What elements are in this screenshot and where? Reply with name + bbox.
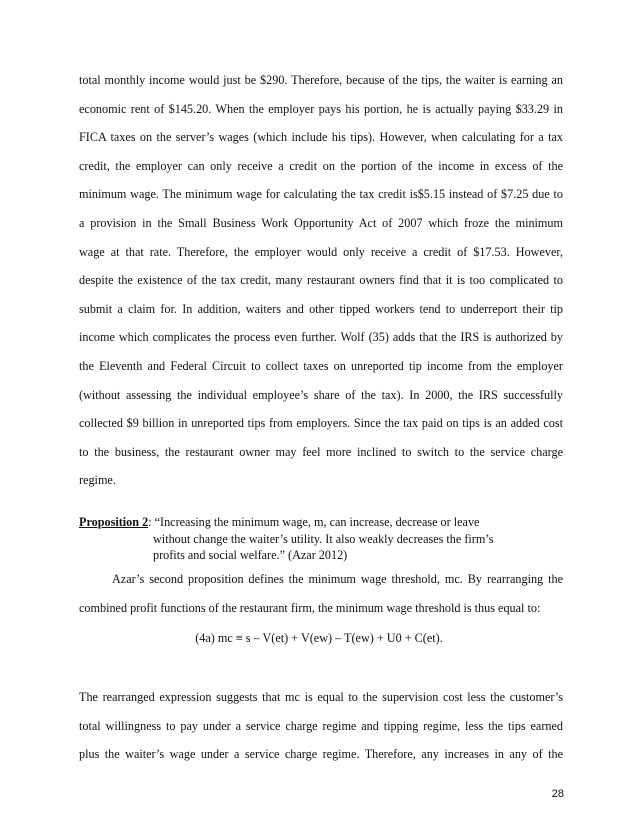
body-paragraph (79, 683, 563, 769)
text-line: the Eleventh and Federal Circuit to collect taxes on unreported tip income from the employer (79, 358, 563, 373)
equation-text: mc ≡ s – V(et) + V(ew) – T(ew) + U0 + C(et). (217, 631, 443, 645)
text-line: combined profit functions of the restaurant firm, the minimum wage threshold is thus equal to: (79, 600, 541, 615)
text-line: FICA taxes on the server’s wages (which include his tips). However, when calculating for a tax (79, 130, 563, 145)
text-line: minimum wage. The minimum wage for calculating the tax credit is$5.15 instead of $7.25 due to (79, 187, 563, 202)
text-line: The rearranged expression suggests that mc is equal to the supervision cost less the customer’s (79, 690, 563, 704)
text-line: regime. (79, 473, 116, 488)
proposition-text: without change the waiter’s utility. It also weakly decreases the firm’s (153, 531, 494, 546)
proposition-label: Proposition 2 (79, 515, 149, 529)
page-number: 28 (551, 788, 564, 800)
body-paragraph (79, 66, 563, 495)
proposition-block (79, 514, 563, 564)
equation (0, 628, 638, 648)
text-line: plus the waiter’s wage under a service charge regime. Therefore, any increases in any of the (79, 747, 563, 762)
text-line: despite the existence of the tax credit, many restaurant owners find that it is too complicated to (79, 273, 563, 288)
text-line: total willingness to pay under a service charge regime and tipping regime, less the tips earned (79, 718, 563, 733)
text-line: a provision in the Small Business Work Opportunity Act of 2007 which froze the minimum (79, 215, 563, 230)
text-line: submit a claim for. In addition, waiters and other tipped workers tend to underreport their tip (79, 301, 563, 316)
text-line: to the business, the restaurant owner may feel more inclined to switch to the service charge (79, 444, 563, 459)
proposition-text: : “Increasing the minimum wage, m, can increase, decrease or leave (148, 515, 480, 529)
text-line: credit, the employer can only receive a credit on the portion of the income in excess of the (79, 158, 563, 173)
proposition-text: profits and social welfare.” (Azar 2012) (153, 548, 348, 562)
text-line: economic rent of $145.20. When the employer pays his portion, he is actually paying $33.29 in (79, 101, 563, 116)
equation-number: (4a) (195, 631, 215, 645)
text-line: Azar’s second proposition defines the minimum wage threshold, mc. By rearranging the (112, 572, 563, 586)
text-line: income which complicates the process even further. Wolf (35) adds that the IRS is authorized by (79, 330, 563, 345)
text-line: wage at that rate. Therefore, the employer would only receive a credit of $17.53. However, (79, 244, 563, 259)
body-paragraph (79, 565, 563, 622)
text-line: collected $9 billion in unreported tips from employers. Since the tax paid on tips is an added cost (79, 416, 563, 431)
text-line: total monthly income would just be $290. Therefore, because of the tips, the waiter is earning an (79, 73, 563, 87)
text-line: (without assessing the individual employee’s share of the tax). In 2000, the IRS successfully (79, 387, 563, 402)
